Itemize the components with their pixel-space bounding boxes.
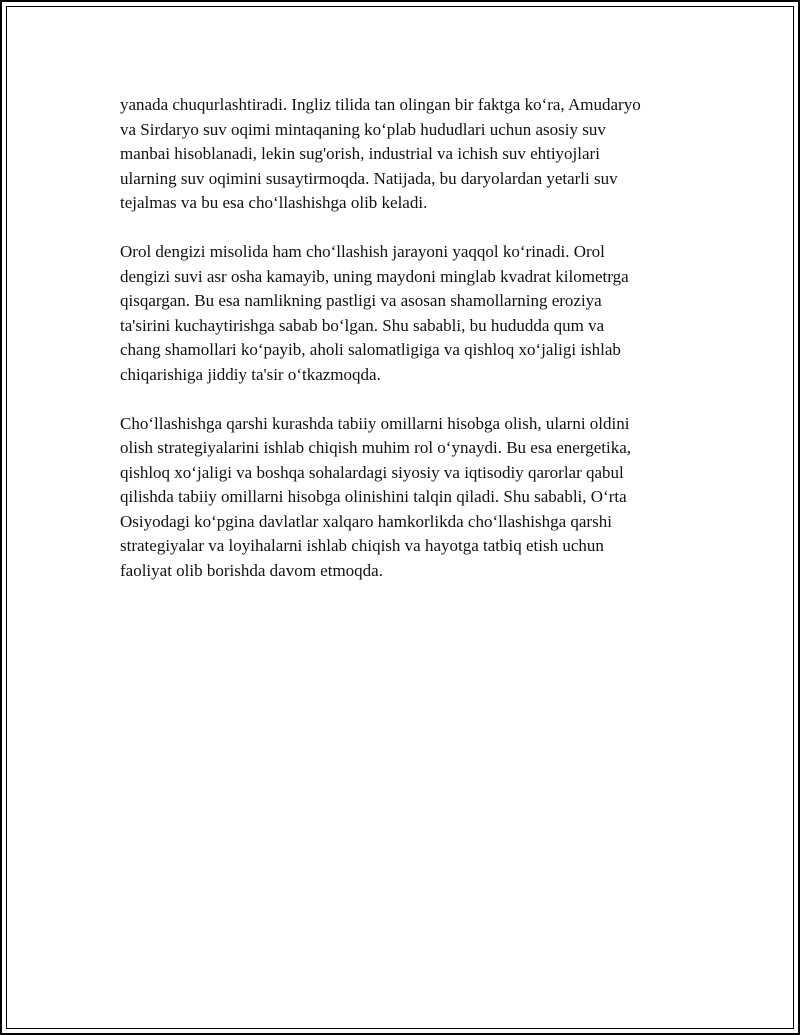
text-line: ta'sirini kuchaytirishga sabab bo‘lgan. Shu sababli, bu hududda qum va [120,315,605,335]
text-line: faoliyat olib borishda davom etmoqda. [120,560,383,580]
text-line: manbai hisoblanadi, lekin sug'orish, industrial va ichish suv ehtiyojlari [120,144,600,163]
text-line: tejalmas va bu esa cho‘llashishga olib keladi. [120,193,428,212]
text-line: chang shamollari ko‘payib, aholi salomatligiga va qishloq xo‘jaligi ishlab [120,340,621,359]
text-line: Orol dengizi misolida ham cho‘llashish jarayoni yaqqol ko‘rinadi. Orol [120,242,605,261]
text-line: qishloq xo‘jaligi va boshqa sohalardagi siyosiy va iqtisodiy qarorlar qabul [120,462,624,482]
paragraph-2 [120,240,700,387]
text-line: yanada chuqurlashtiradi. Ingliz tilida tan olingan bir faktga ko‘ra, Amudaryo [120,95,641,114]
text-line: dengizi suvi asr osha kamayib, uning maydoni minglab kvadrat kilometrga [120,266,629,286]
paragraph-1 [120,93,700,216]
text-line: qilishda tabiiy omillarni hisobga olinishini talqin qiladi. Shu sababli, O‘rta [120,487,627,506]
text-line: olish strategiyalarini ishlab chiqish muhim rol o‘ynaydi. Bu esa energetika, [120,438,631,457]
text-line: ularning suv oqimini susaytirmoqda. Natijada, bu daryolardan yetarli suv [120,168,618,188]
text-line: Cho‘llashishga qarshi kurashda tabiiy omillarni hisobga olish, ularni oldini [120,413,630,433]
text-line: Osiyodagi ko‘pgina davlatlar xalqaro hamkorlikda cho‘llashishga qarshi [120,511,612,531]
text-line: va Sirdaryo suv oqimi mintaqaning ko‘plab hududlari uchun asosiy suv [120,119,606,139]
paragraph-3 [120,412,700,584]
text-line: qisqargan. Bu esa namlikning pastligi va asosan shamollarning eroziya [120,291,602,310]
document-body [120,93,700,608]
text-line: chiqarishiga jiddiy ta'sir o‘tkazmoqda. [120,364,381,384]
text-line: strategiyalar va loyihalarni ishlab chiqish va hayotga tatbiq etish uchun [120,536,604,555]
